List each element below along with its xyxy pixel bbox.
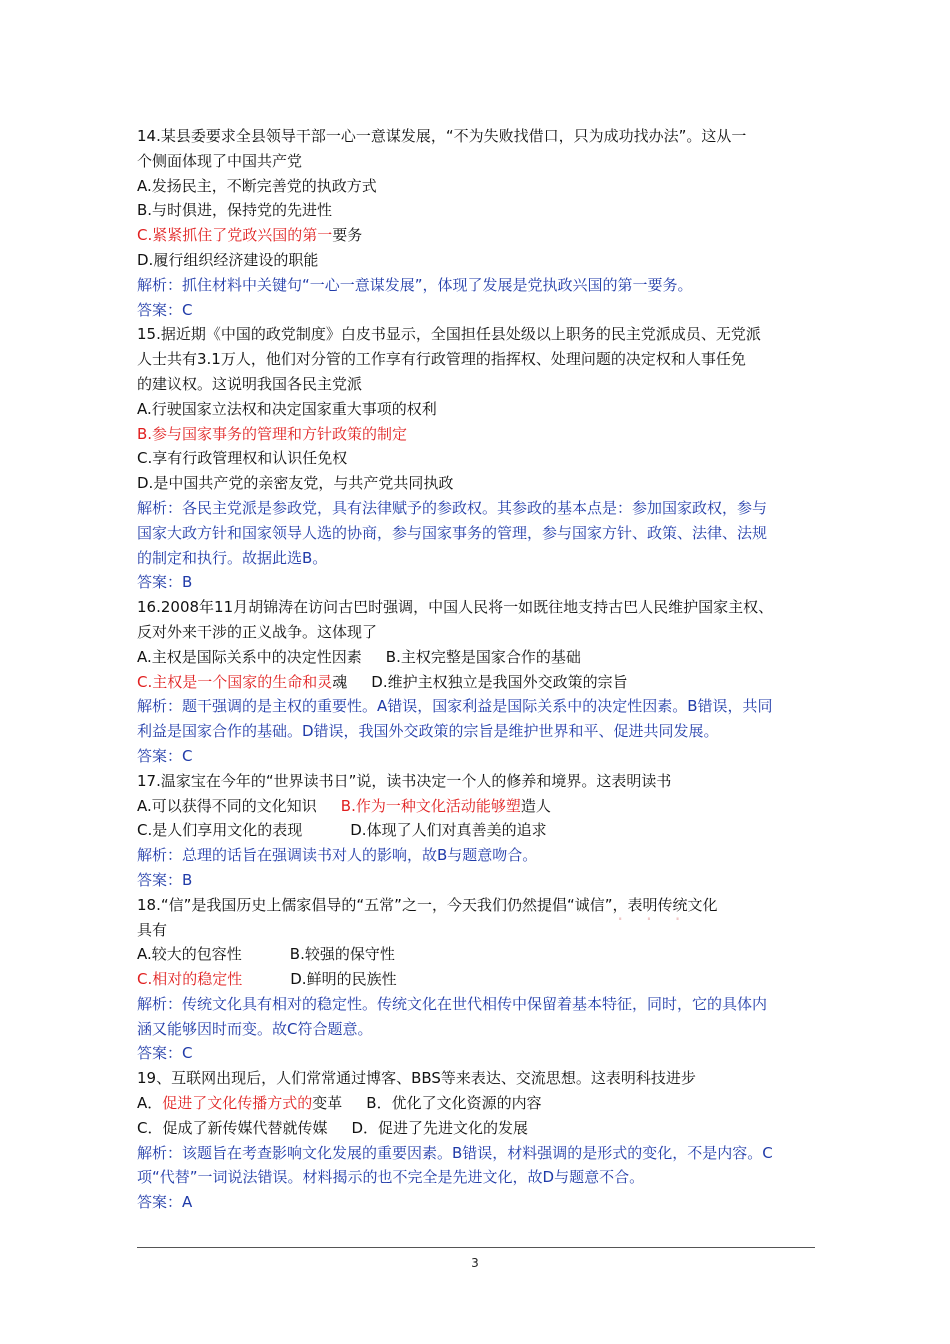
option-d: D.体现了人们对真善美的追求 <box>350 821 547 840</box>
analysis-text: 解析：题干强调的是主权的重要性。A错误，国家利益是国际关系中的决定性因素。B错误，共同 <box>137 697 773 716</box>
answer-text: 答案：C <box>137 1044 193 1063</box>
option-row <box>137 818 817 843</box>
option-row: C.主权是一个国家的生命和灵魂 D.维护主权独立是我国外交政策的宗旨 <box>137 672 628 691</box>
option-c: C．促成了新传媒代替就传媒 <box>137 1118 328 1137</box>
question-stem: 人士共有3.1万人，他们对分管的工作享有行政管理的指挥权、处理问题的决定权和人事任免 <box>137 350 746 369</box>
analysis-text: 解析：该题旨在考查影响文化发展的重要因素。B错误，材料强调的是形式的变化，不是内容。C <box>137 1143 773 1162</box>
answer-text: 答案：B <box>137 573 193 592</box>
analysis-text: 解析：总理的话旨在强调读书对人的影响，故B与题意吻合。 <box>137 846 538 865</box>
analysis-text: 国家大政方针和国家领导人选的协商，参与国家事务的管理，参与国家方针、政策、法律、法规 <box>137 523 768 542</box>
answer-text: 答案：B <box>137 870 193 889</box>
question-stem: 18.“信”是我国历史上儒家倡导的“五常”之一，今天我们仍然提倡“诚信”，表明传统文化 <box>137 895 718 914</box>
option-a: A.主权是国际关系中的决定性因素 <box>137 647 362 666</box>
option-d: D.是中国共产党的亲密友党，与共产党共同执政 <box>137 474 454 493</box>
analysis-text: 利益是国家合作的基础。D错误，我国外交政策的宗旨是维护世界和平、促进共同发展。 <box>137 722 719 741</box>
analysis-text: 的制定和执行。故据此选B。 <box>137 548 328 567</box>
option-d: D.鲜明的民族性 <box>290 970 397 989</box>
question-list <box>137 124 817 1215</box>
analysis-text: 项“代替”一词说法错误。材料揭示的也不完全是先进文化，故D与题意不合。 <box>137 1168 645 1187</box>
question-17 <box>137 769 817 893</box>
option-c: C.是人们享用文化的表现 <box>137 821 303 840</box>
question-stem: 具有 <box>137 920 168 939</box>
question-15 <box>137 322 817 595</box>
answer-text: 答案：C <box>137 746 193 765</box>
option-row <box>137 645 817 670</box>
option-a: A.发扬民主，不断完善党的执政方式 <box>137 176 377 195</box>
question-stem: 的建议权。这说明我国各民主党派 <box>137 374 363 393</box>
option-row <box>137 967 817 992</box>
question-18 <box>137 893 817 1067</box>
footer-divider <box>137 1247 815 1248</box>
option-b: B.参与国家事务的管理和方针政策的制定 <box>137 424 408 443</box>
question-stem: 14.某县委要求全县领导干部一心一意谋发展，“不为失败找借口，只为成功找办法”。这从一 <box>137 127 747 145</box>
option-b: B.较强的保守性 <box>289 945 395 964</box>
question-stem: 17.温家宝在今年的“世界读书日”说，读书决定一个人的修养和境界。这表明读书 <box>137 771 672 790</box>
option-d: D.维护主权独立是我国外交政策的宗旨 <box>371 672 628 691</box>
option-a: A． <box>137 1094 163 1113</box>
question-stem: 反对外来干涉的正义战争。这体现了 <box>137 622 378 641</box>
question-stem: 个侧面体现了中国共产党 <box>137 151 303 170</box>
question-16 <box>137 595 817 769</box>
option-d: D．促进了先进文化的发展 <box>351 1118 529 1137</box>
option-c: C.主权是一个国家的生命和灵 <box>137 672 333 691</box>
highlighted-answer: C.紧紧抓住了党政兴国的第一 <box>137 226 333 245</box>
option-row: A.可以获得不同的文化知识 B.作为一种文化活动能够塑造人 <box>137 796 551 815</box>
question-stem: 19、互联网出现后，人们常常通过博客、BBS等来表达、交流思想。这表明科技进步 <box>137 1069 696 1088</box>
question-stem: 16.2008年11月胡锦涛在访问古巴时强调，中国人民将一如既往地支持古巴人民维护国家主权、 <box>137 598 774 617</box>
question-stem: 15.据近期《中国的政党制度》白皮书显示，全国担任县处级以上职务的民主党派成员、无党派 <box>137 325 761 344</box>
option-row <box>137 942 817 967</box>
analysis-text: 涵又能够因时而变。故C符合题意。 <box>137 1019 373 1038</box>
option-a: A.可以获得不同的文化知识 <box>137 796 317 815</box>
option-row: A．促进了文化传播方式的变革 B．优化了文化资源的内容 <box>137 1094 542 1113</box>
analysis-text: 解析：抓住材料中关键句“一心一意谋发展”，体现了发展是党执政兴国的第一要务。 <box>137 275 693 294</box>
option-b: B.主权完整是国家合作的基础 <box>385 647 581 666</box>
answer-text: 答案：A <box>137 1193 193 1212</box>
page-number: 3 <box>471 1256 479 1270</box>
option-b: B.作为一种文化活动能够塑 <box>340 796 521 815</box>
analysis-text: 解析：各民主党派是参政党，具有法律赋予的参政权。其参政的基本点是：参加国家政权，参与 <box>137 498 768 517</box>
option-b: B.与时俱进，保持党的先进性 <box>137 201 333 220</box>
answer-text: 答案：C <box>137 300 193 319</box>
faint-watermark: · · · <box>617 907 689 931</box>
option-c: C.紧紧抓住了党政兴国的第一要务 <box>137 226 363 245</box>
option-b: B．优化了文化资源的内容 <box>366 1094 542 1113</box>
analysis-text: 解析：传统文化具有相对的稳定性。传统文化在世代相传中保留着基本特征，同时，它的具体内 <box>137 994 768 1013</box>
option-row <box>137 1116 817 1141</box>
option-a: A.行驶国家立法权和决定国家重大事项的权利 <box>137 399 437 418</box>
option-d: D.履行组织经济建设的职能 <box>137 250 319 269</box>
option-c: C.享有行政管理权和认识任免权 <box>137 449 348 468</box>
question-19 <box>137 1066 817 1215</box>
option-a: A.较大的包容性 <box>137 945 242 964</box>
question-14 <box>137 124 817 322</box>
option-c: C.相对的稳定性 <box>137 970 243 989</box>
